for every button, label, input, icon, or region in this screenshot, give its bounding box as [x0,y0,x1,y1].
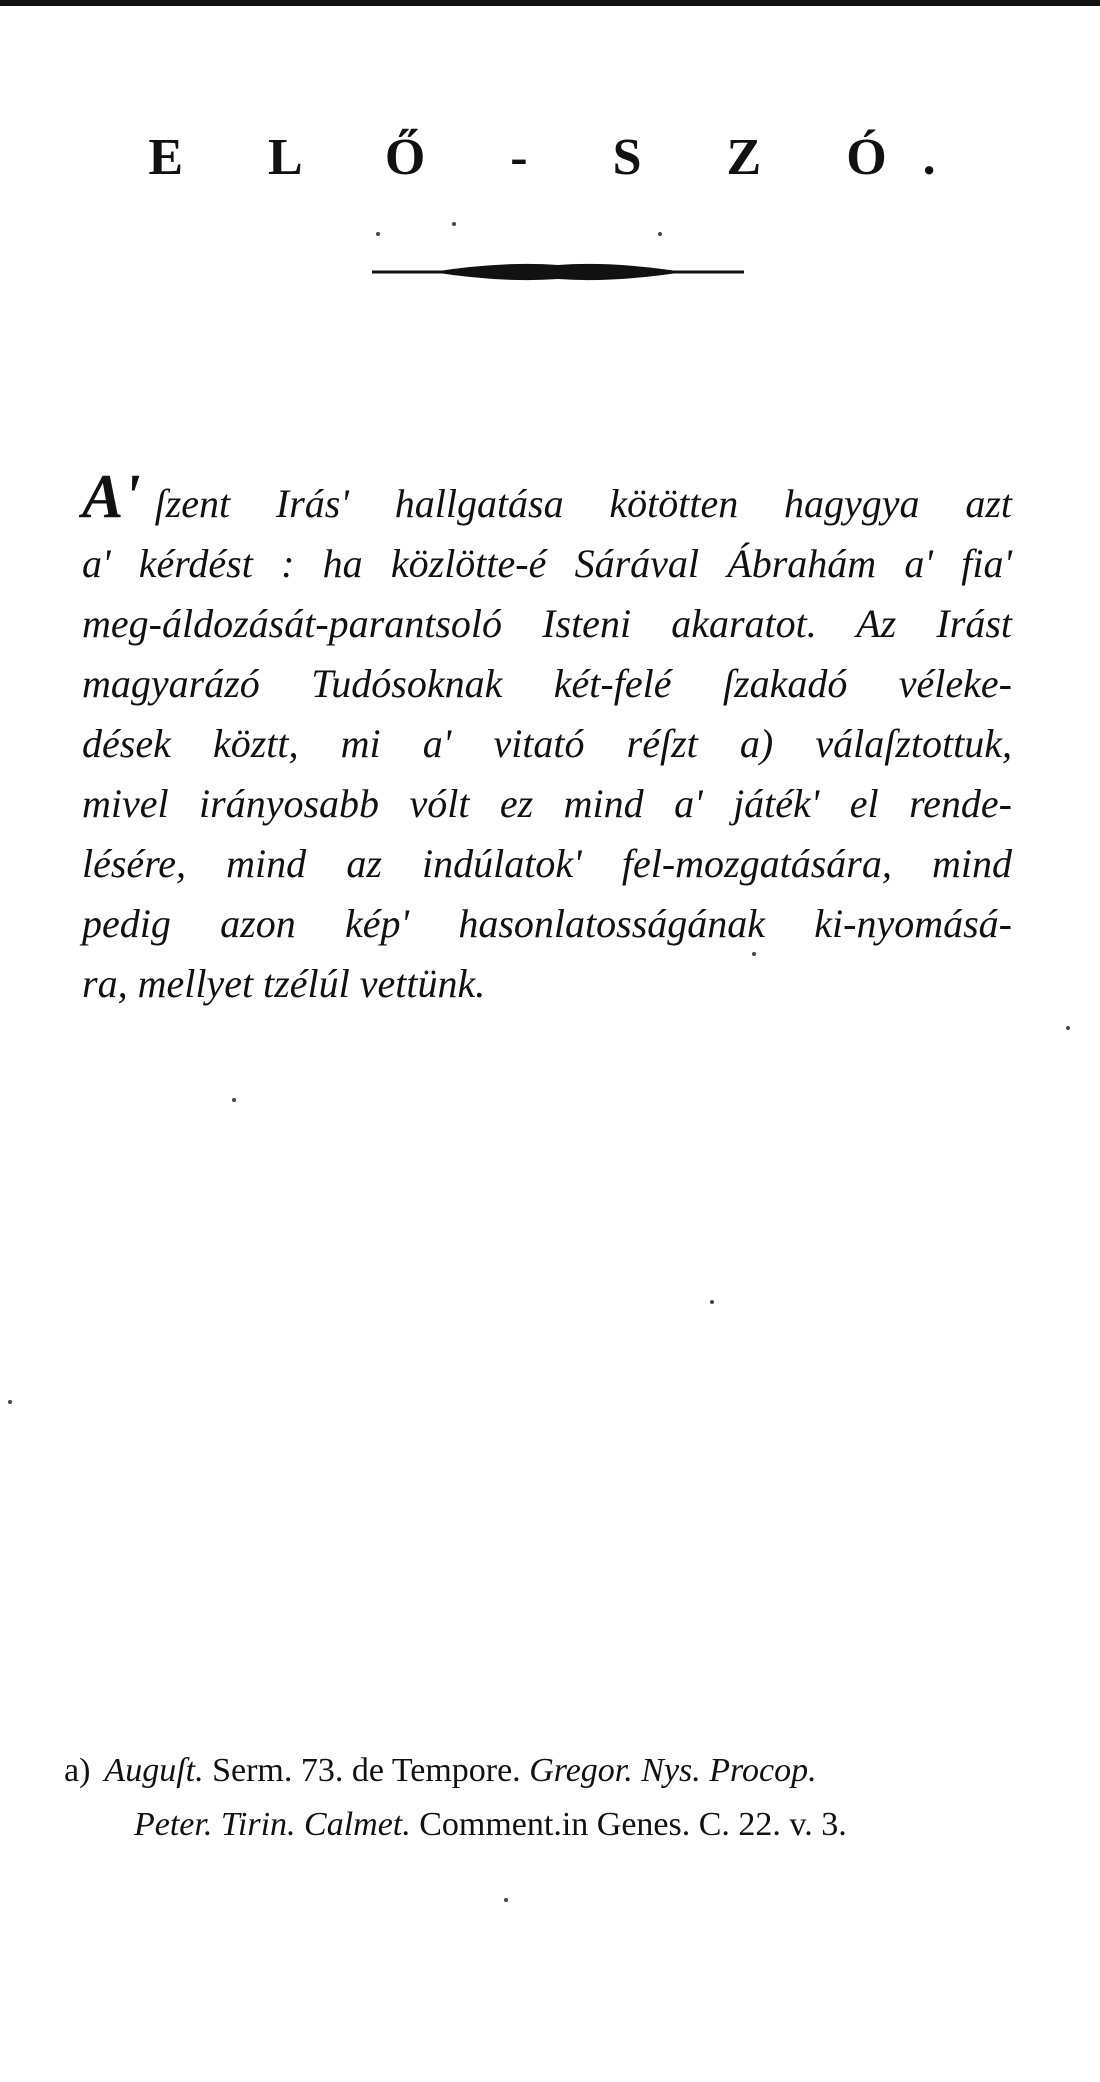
footnote [64,1744,984,1852]
scan-speck [376,232,380,236]
drop-cap: A' [82,463,141,531]
body-line-6: mivel irányosabb vólt ez mind a' játék' el rende- [82,781,1012,826]
scan-speck [658,232,662,236]
body-line-text: ſzent Irás' hallgatása kötötten hagygya azt [154,481,1012,526]
scan-speck [710,1300,714,1304]
scan-speck [1066,1026,1070,1030]
footnote-line-1 [64,1744,984,1798]
scan-speck [8,1400,12,1404]
body-line-7: lésére, mind az indúlatok' fel-mozgatására, mind [82,841,1012,886]
footnote-marker: a) [64,1752,91,1789]
footnote-ref: Serm. 73. de Tempore. [203,1752,530,1789]
ornament-rule [372,259,744,285]
scan-speck [504,1898,508,1902]
body-line-3: meg-áldozását-parantsoló Isteni akaratot. Az Irást [82,601,1012,646]
scan-speck [452,222,456,226]
page-top-edge [0,0,1100,6]
preface-body [82,463,1012,1014]
footnote-ref: Peter. Tirin. Calmet. [134,1806,411,1843]
body-line-4: magyarázó Tudósoknak két-felé ſzakadó véleke- [82,661,1012,706]
body-line-2: a' kérdést : ha közlötte-é Sárával Ábrahám a' fia' [82,541,1012,586]
scan-speck [752,952,756,956]
body-line-9: ra, mellyet tzélúl vettünk. [82,961,486,1006]
page-title: E L Ő - S Z Ó. [148,129,972,186]
footnote-line-2 [64,1798,984,1852]
footnote-ref: Comment.in Genes. C. 22. v. 3. [410,1806,847,1843]
body-line-5: dések köztt, mi a' vitató réſzt a) válaſztottuk, [82,721,1012,766]
footnote-ref: Gregor. Nys. Procop. [529,1752,817,1789]
scan-speck [232,1098,236,1102]
body-line-8: pedig azon kép' hasonlatosságának ki-nyomásá- [82,901,1012,946]
footnote-ref: Auguſt. [104,1752,204,1789]
body-line-1 [82,463,1012,534]
